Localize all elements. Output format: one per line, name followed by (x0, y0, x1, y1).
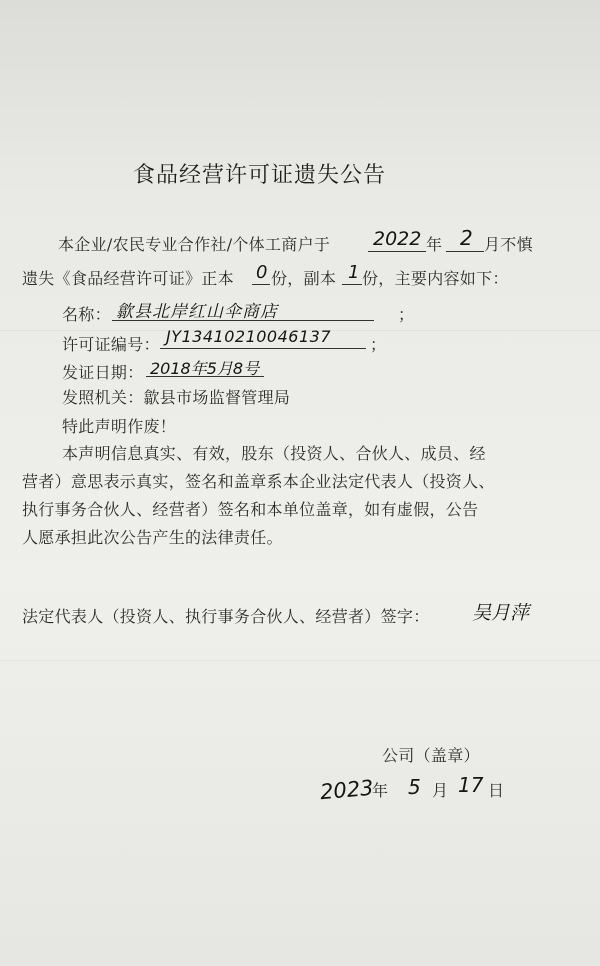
original-count: 0 (256, 262, 268, 283)
name-value: 歙县北岸红山伞商店 (116, 302, 278, 322)
signature-label: 法定代表人（投资人、执行事务合伙人、经营者）签字： (22, 607, 430, 626)
issue-date-value: 2018年5月8号 (150, 359, 260, 378)
name-end: ； (398, 305, 415, 324)
issue-date-label: 发证日期： (62, 363, 144, 382)
statement-line-1: 本声明信息真实、有效，股东（投资人、合伙人、成员、经 (62, 444, 486, 463)
company-seal-label: 公司（盖章） (382, 746, 480, 765)
void-declaration: 特此声明作废！ (62, 417, 177, 436)
issuing-authority: 发照机关：歙县市场监督管理局 (62, 388, 291, 407)
intro-line-2-mid: 份，副本 (271, 269, 337, 288)
intro-line-1 (58, 232, 330, 255)
paper-fold (0, 660, 600, 661)
sign-year-suffix: 年 (372, 781, 389, 800)
license-number: JY13410210046137 (166, 327, 332, 346)
intro-line-2-prefix: 遗失《食品经营许可证》正本 (22, 269, 234, 288)
sign-month: 5 (408, 775, 421, 799)
sign-month-suffix: 月 (432, 781, 449, 800)
lost-year: 2022 (373, 228, 422, 250)
name-label: 名称： (62, 305, 111, 324)
year-suffix: 年 (426, 235, 443, 254)
statement-line-2: 营者）意思表示真实，签名和盖章系本企业法定代表人（投资人、 (22, 472, 495, 491)
lost-month: 2 (460, 226, 473, 250)
intro-prefix: 本企业/农民专业合作社/个体工商户于 (58, 235, 331, 254)
sign-year: 2023 (319, 775, 375, 805)
signature-name: 吴月萍 (472, 602, 530, 624)
document-title: 食品经营许可证遗失公告 (133, 163, 387, 188)
statement-line-3: 执行事务合伙人、经营者）签名和本单位盖章，如有虚假，公告 (22, 500, 479, 519)
sign-day: 17 (458, 773, 484, 797)
statement-line-4: 人愿承担此次公告产生的法律责任。 (22, 528, 283, 547)
license-end: ； (370, 335, 387, 354)
sign-day-suffix: 日 (488, 781, 505, 800)
month-suffix: 月不慎 (484, 235, 533, 254)
intro-line-2-suffix: 份，主要内容如下： (362, 269, 509, 288)
copy-count: 1 (348, 262, 360, 283)
license-label: 许可证编号： (62, 335, 160, 354)
